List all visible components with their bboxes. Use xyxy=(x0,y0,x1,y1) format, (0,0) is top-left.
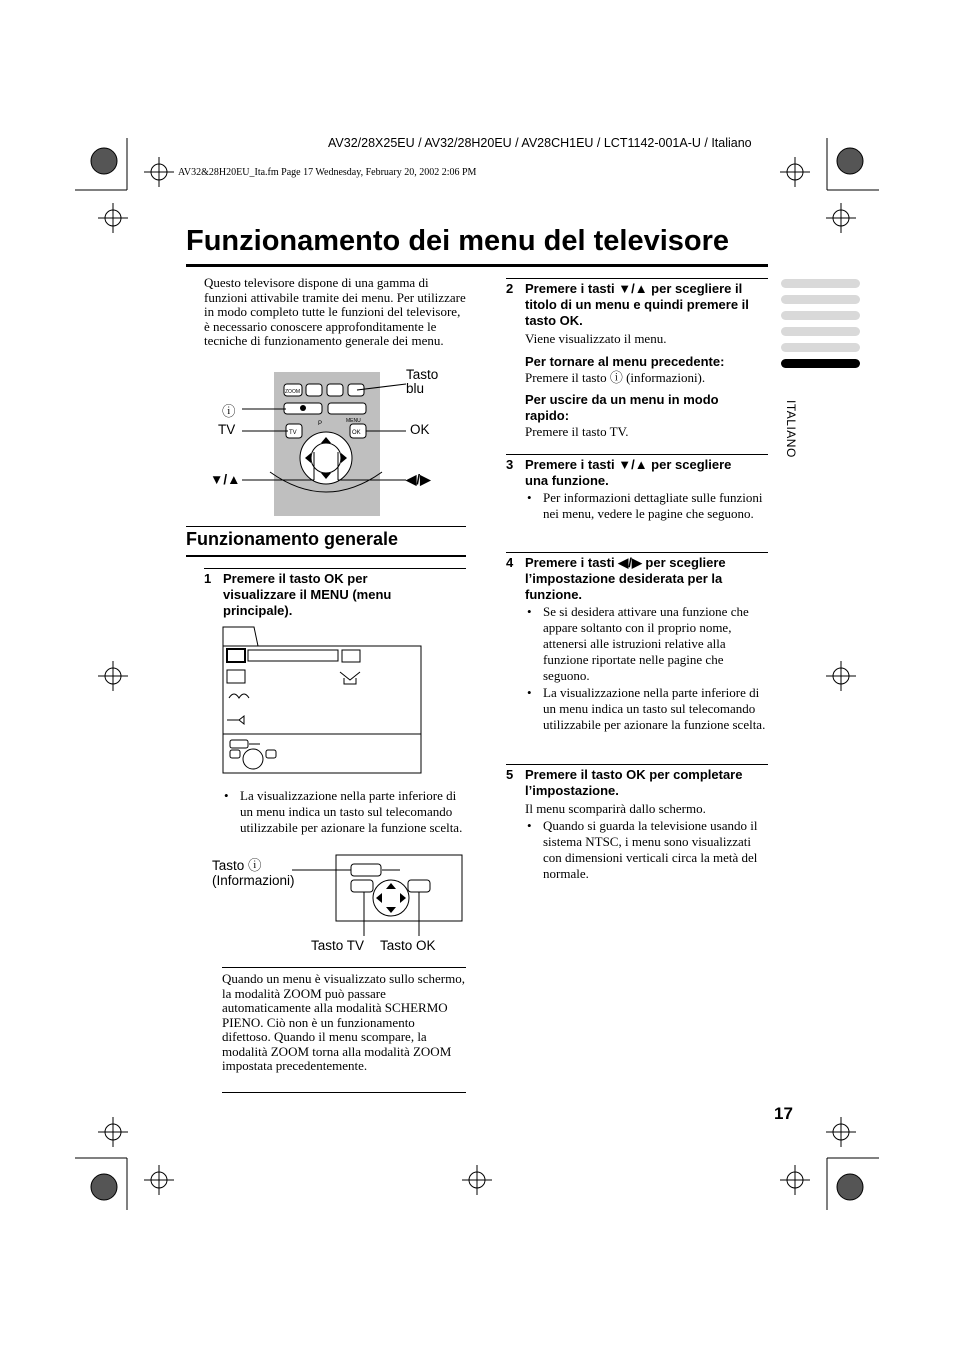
language-tab xyxy=(781,311,860,320)
step3-number: 3 xyxy=(506,457,514,472)
step1-heading xyxy=(204,571,414,619)
language-tab xyxy=(781,343,860,352)
remote-label-down-up: ▼/▲ xyxy=(210,472,241,487)
remote-ok-text: OK xyxy=(352,430,361,436)
step3-heading xyxy=(506,457,756,489)
intro-paragraph: Questo televisore dispone di una gamma di funzioni attivabile tramite dei menu. Per utilizzare in modo completo tutte le funzioni del televisore, è necessario conoscere approfonditamente le tecniche di funzionamento generale dei menu. xyxy=(204,275,466,348)
remote-tv-text: TV xyxy=(289,430,297,436)
step1-rule xyxy=(204,568,466,569)
step5-heading xyxy=(506,767,768,799)
callout-info-label: Tasto ⓘ (Informazioni) xyxy=(212,858,295,888)
step4-text: Premere i tasti ◀/▶ per scegliere l’impostazione desiderata per la funzione. xyxy=(525,555,726,602)
title-rule xyxy=(186,264,768,267)
step2-exit-heading: Per uscire da un menu in modo rapido: xyxy=(525,392,719,423)
step1-number: 1 xyxy=(204,571,212,586)
list-item: • Per informazioni dettagliate sulle funzioni nei menu, vedere le pagine che seguono. xyxy=(525,490,765,522)
file-info: AV32&28H20EU_Ita.fm Page 17 Wednesday, February 20, 2002 2:06 PM xyxy=(178,167,477,178)
remote-zoom-text: ZOOM xyxy=(285,389,300,395)
step5-rule xyxy=(506,764,768,765)
remote-p-text: P xyxy=(318,421,323,427)
page-title: Funzionamento dei menu del televisore xyxy=(186,225,730,257)
list-item: • La visualizzazione nella parte inferiore di un menu indica un tasto sul telecomando utilizzabile per azionare la funzione scelta. xyxy=(222,788,466,836)
step3-text: Premere i tasti ▼/▲ per scegliere una funzione. xyxy=(525,457,732,488)
step2-body: Viene visualizzato il menu. xyxy=(525,331,667,346)
section-rule-bottom xyxy=(186,555,466,557)
step2-heading xyxy=(506,281,768,329)
list-item: • La visualizzazione nella parte inferiore di un menu indica un tasto sul telecomando utilizzabile per azionare la funzione scelta. xyxy=(525,685,767,733)
step2-number: 2 xyxy=(506,281,514,296)
step2-rule xyxy=(506,278,768,279)
side-language-label: ITALIANO xyxy=(784,400,798,458)
step2-back-heading: Per tornare al menu precedente: xyxy=(525,354,725,369)
step5-bullets xyxy=(525,818,767,883)
step3-rule xyxy=(506,454,768,455)
step1-bullets xyxy=(222,788,466,837)
step4-bullets xyxy=(525,604,767,734)
step5-number: 5 xyxy=(506,767,514,782)
language-tab-active xyxy=(781,359,860,368)
step4-number: 4 xyxy=(506,555,514,570)
language-tabs xyxy=(781,279,860,375)
note-rule-bottom xyxy=(222,1092,466,1093)
header-model-line: AV32/28X25EU / AV32/28H20EU / AV28CH1EU / LCT1142-001A-U / Italiano xyxy=(328,136,752,150)
step2-text: Premere i tasti ▼/▲ per scegliere il titolo di un menu e quindi premere il tasto OK. xyxy=(525,281,749,328)
list-item: • Se si desidera attivare una funzione che appare soltanto con il proprio nome, attenersi alle istruzioni relative alla funzione riportate nelle pagine che seguono. xyxy=(525,604,767,684)
remote-illustration xyxy=(210,362,470,518)
remote-label-info: ⓘ xyxy=(222,404,236,419)
step5-body: Il menu scomparirà dallo schermo. xyxy=(525,801,706,816)
remote-label-blue: Tasto blu xyxy=(406,367,439,396)
step4-heading xyxy=(506,555,762,603)
callout-tv-label: Tasto TV xyxy=(311,938,365,953)
section-rule-top xyxy=(186,526,466,527)
callout-illustration xyxy=(208,854,468,958)
step2-back-body: Premere il tasto ⓘ (informazioni). xyxy=(525,370,706,385)
step5-text: Premere il tasto OK per completare l’impostazione. xyxy=(525,767,743,798)
step3-bullets xyxy=(525,490,765,523)
step4-rule xyxy=(506,552,768,553)
page-number: 17 xyxy=(774,1104,793,1123)
language-tab xyxy=(781,327,860,336)
remote-label-tv: TV xyxy=(218,422,236,437)
language-tab xyxy=(781,279,860,288)
remote-label-left-right: ◀/▶ xyxy=(406,472,431,487)
step1-text: Premere il tasto OK per visualizzare il MENU (menu principale). xyxy=(223,571,392,618)
note-paragraph: Quando un menu è visualizzato sullo schermo, la modalità ZOOM può passare automaticamente alla modalità SCHERMO PIENO. Ciò non è un funzionamento difettoso. Quando il menu scompare, la modalità ZOOM torna alla modalità ZOOM impostata precedentemente. xyxy=(222,971,465,1073)
language-tab xyxy=(781,295,860,304)
step2-exit-body: Premere il tasto TV. xyxy=(525,424,629,439)
list-item: • Quando si guarda la televisione usando il sistema NTSC, i menu sono visualizzati con dimensioni verticali circa la metà del normale. xyxy=(525,818,767,882)
remote-label-ok: OK xyxy=(410,422,430,437)
note-rule-top xyxy=(222,967,466,968)
section-title: Funzionamento generale xyxy=(186,529,399,549)
main-menu-illustration xyxy=(222,626,422,774)
remote-menu-text: MENU xyxy=(346,418,361,424)
callout-ok-label: Tasto OK xyxy=(380,938,436,953)
